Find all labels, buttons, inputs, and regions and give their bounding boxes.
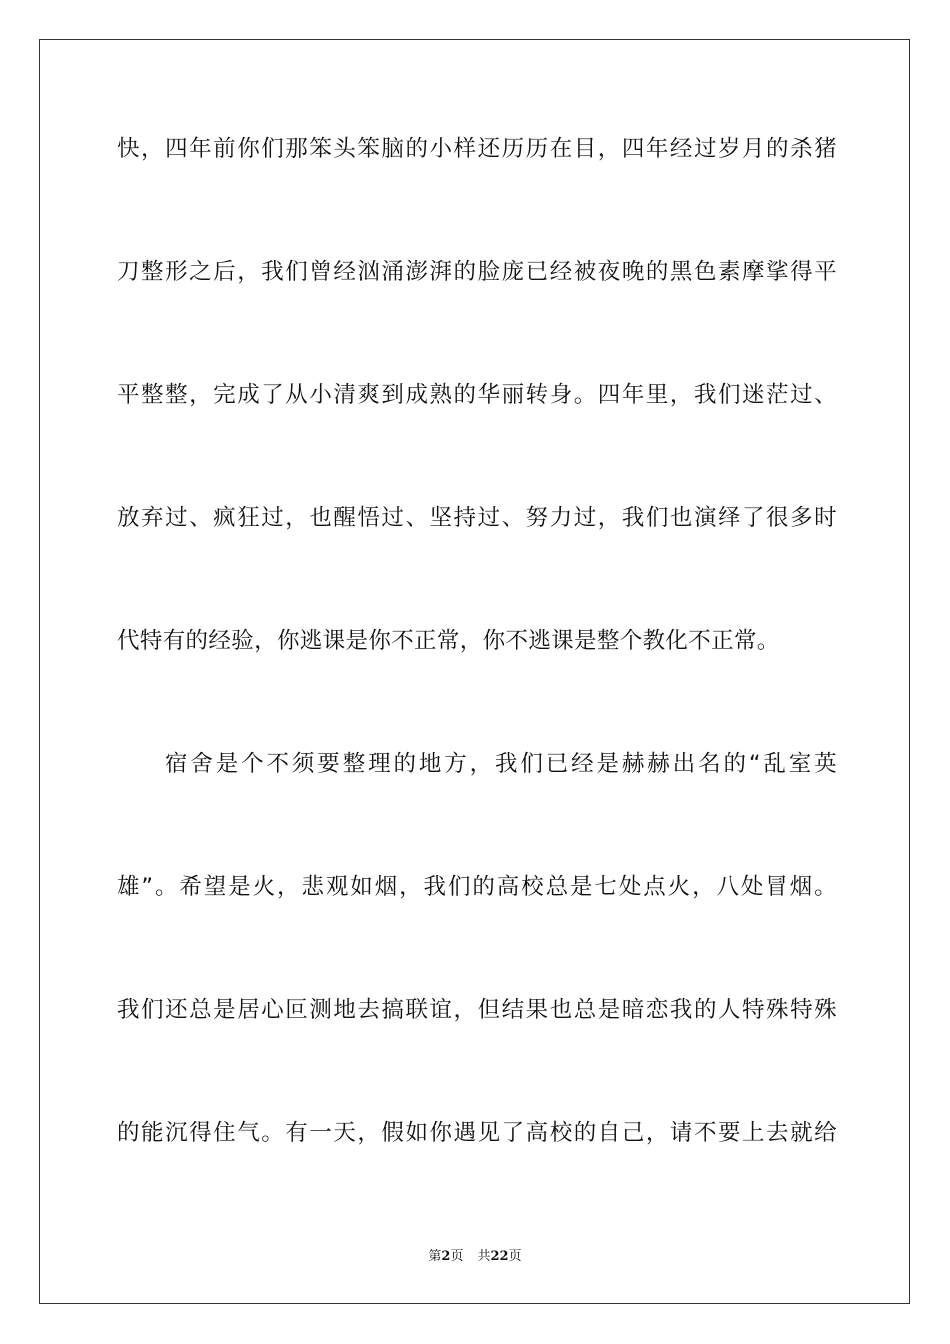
paragraph-line-4: 放弃过、疯狂过，也醒悟过、坚持过、努力过，我们也演绎了很多时 (117, 505, 837, 531)
paragraph-line-2: 刀整形之后，我们曾经汹涌澎湃的脸庞已经被夜晚的黑色素摩挲得平 (117, 259, 837, 285)
paragraph-line-6: 宿舍是个不须要整理的地方，我们已经是赫赫出名的“乱室英 (165, 751, 837, 777)
total-unit: 页 (508, 1249, 522, 1264)
total-prefix: 共 (477, 1249, 491, 1264)
page-unit: 页 (450, 1249, 464, 1264)
paragraph-line-8: 我们还总是居心叵测地去搞联谊，但结果也总是暗恋我的人特殊特殊 (117, 997, 837, 1023)
page-footer (0, 1245, 950, 1264)
paragraph-line-1: 快，四年前你们那笨头笨脑的小样还历历在目，四年经过岁月的杀猪 (117, 136, 837, 162)
paragraph-line-5: 代特有的经验，你逃课是你不正常，你不逃课是整个教化不正常。 (117, 628, 780, 654)
paragraph-line-7: 雄”。希望是火，悲观如烟，我们的高校总是七处点火，八处冒烟。 (117, 874, 837, 900)
page-number: 2 (441, 1249, 451, 1264)
page-prefix: 第 (428, 1249, 442, 1264)
total-pages: 22 (490, 1249, 509, 1264)
page-border (39, 39, 910, 1304)
paragraph-line-3: 平整整，完成了从小清爽到成熟的华丽转身。四年里，我们迷茫过、 (117, 382, 837, 408)
paragraph-line-9: 的能沉得住气。有一天，假如你遇见了高校的自己，请不要上去就给 (117, 1120, 837, 1146)
